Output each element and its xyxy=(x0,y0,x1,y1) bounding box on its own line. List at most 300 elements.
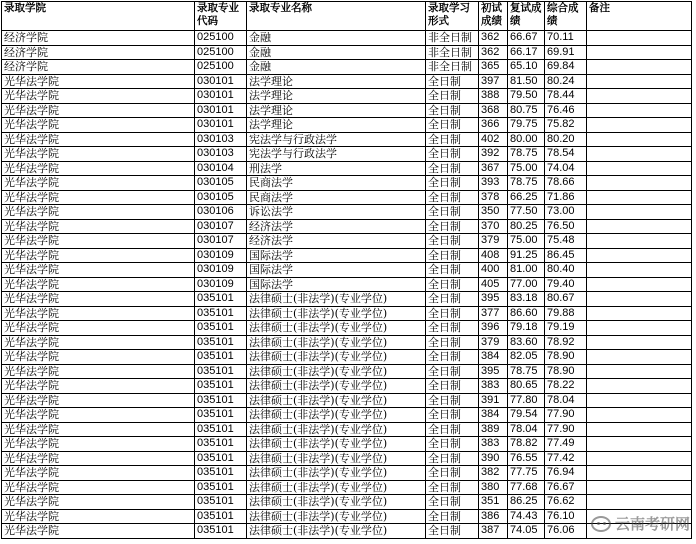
cell-major-name: 宪法学与行政法学 xyxy=(247,147,426,162)
cell-major-name: 法律硕士(非法学)(专业学位) xyxy=(247,437,426,452)
cell-major-code: 035101 xyxy=(195,408,247,423)
cell-retest-score: 79.75 xyxy=(508,118,545,133)
cell-remarks xyxy=(587,89,692,104)
cell-initial-score: 408 xyxy=(479,248,508,263)
cell-total-score: 78.04 xyxy=(545,393,587,408)
header-initial-score: 初试成绩 xyxy=(479,2,508,31)
cell-remarks xyxy=(587,45,692,60)
cell-major-code: 035101 xyxy=(195,480,247,495)
cell-total-score: 70.11 xyxy=(545,31,587,46)
cell-total-score: 75.82 xyxy=(545,118,587,133)
cell-college: 光华法学院 xyxy=(2,74,195,89)
cell-study-mode: 全日制 xyxy=(426,89,479,104)
table-row xyxy=(2,132,692,147)
cell-study-mode: 全日制 xyxy=(426,103,479,118)
cell-retest-score: 83.18 xyxy=(508,292,545,307)
cell-retest-score: 78.75 xyxy=(508,176,545,191)
cell-study-mode: 全日制 xyxy=(426,190,479,205)
watermark xyxy=(591,513,690,534)
cell-retest-score: 66.67 xyxy=(508,31,545,46)
cell-remarks xyxy=(587,118,692,133)
cell-study-mode: 全日制 xyxy=(426,74,479,89)
cell-retest-score: 74.43 xyxy=(508,509,545,524)
cell-major-name: 法律硕士(非法学)(专业学位) xyxy=(247,364,426,379)
cell-study-mode: 全日制 xyxy=(426,393,479,408)
table-row xyxy=(2,118,692,133)
cell-remarks xyxy=(587,422,692,437)
cell-college: 光华法学院 xyxy=(2,147,195,162)
cell-remarks xyxy=(587,364,692,379)
table-row xyxy=(2,234,692,249)
cell-major-code: 030101 xyxy=(195,118,247,133)
cell-remarks xyxy=(587,219,692,234)
cell-total-score: 78.54 xyxy=(545,147,587,162)
table-row xyxy=(2,60,692,75)
cell-retest-score: 75.00 xyxy=(508,161,545,176)
cell-college: 光华法学院 xyxy=(2,451,195,466)
header-retest-score: 复试成绩 xyxy=(508,2,545,31)
cell-college: 光华法学院 xyxy=(2,422,195,437)
cell-initial-score: 386 xyxy=(479,509,508,524)
cell-retest-score: 77.68 xyxy=(508,480,545,495)
header-study-mode: 录取学习形式 xyxy=(426,2,479,31)
cell-initial-score: 350 xyxy=(479,205,508,220)
cell-major-name: 法律硕士(非法学)(专业学位) xyxy=(247,321,426,336)
cell-remarks xyxy=(587,480,692,495)
cell-total-score: 75.48 xyxy=(545,234,587,249)
cell-major-name: 法律硕士(非法学)(专业学位) xyxy=(247,509,426,524)
cell-remarks xyxy=(587,350,692,365)
cell-college: 经济学院 xyxy=(2,31,195,46)
table-row xyxy=(2,190,692,205)
cell-major-code: 035101 xyxy=(195,292,247,307)
cell-college: 光华法学院 xyxy=(2,292,195,307)
cell-major-name: 法律硕士(非法学)(专业学位) xyxy=(247,350,426,365)
cell-major-name: 法律硕士(非法学)(专业学位) xyxy=(247,292,426,307)
cell-retest-score: 79.18 xyxy=(508,321,545,336)
cell-remarks xyxy=(587,321,692,336)
cell-retest-score: 78.04 xyxy=(508,422,545,437)
cell-study-mode: 全日制 xyxy=(426,176,479,191)
cell-remarks xyxy=(587,393,692,408)
header-college: 录取学院 xyxy=(2,2,195,31)
cell-college: 光华法学院 xyxy=(2,393,195,408)
table-row xyxy=(2,205,692,220)
cell-college: 光华法学院 xyxy=(2,509,195,524)
cell-retest-score: 81.50 xyxy=(508,74,545,89)
cell-major-name: 经济法学 xyxy=(247,234,426,249)
cell-study-mode: 全日制 xyxy=(426,219,479,234)
cell-major-code: 030101 xyxy=(195,89,247,104)
cell-major-code: 030107 xyxy=(195,219,247,234)
cell-major-code: 035101 xyxy=(195,306,247,321)
cell-total-score: 80.40 xyxy=(545,263,587,278)
cell-study-mode: 全日制 xyxy=(426,147,479,162)
cell-study-mode: 全日制 xyxy=(426,118,479,133)
cell-initial-score: 378 xyxy=(479,190,508,205)
cell-major-name: 法律硕士(非法学)(专业学位) xyxy=(247,335,426,350)
cell-total-score: 76.50 xyxy=(545,219,587,234)
cell-retest-score: 66.25 xyxy=(508,190,545,205)
table-header-row xyxy=(2,2,692,31)
table-row xyxy=(2,379,692,394)
cell-initial-score: 351 xyxy=(479,495,508,510)
cell-major-code: 030101 xyxy=(195,74,247,89)
cell-study-mode: 全日制 xyxy=(426,263,479,278)
cell-major-name: 法律硕士(非法学)(专业学位) xyxy=(247,393,426,408)
cell-initial-score: 397 xyxy=(479,74,508,89)
table-row xyxy=(2,335,692,350)
cell-major-code: 035101 xyxy=(195,451,247,466)
cell-remarks xyxy=(587,176,692,191)
cell-remarks xyxy=(587,190,692,205)
cell-study-mode: 非全日制 xyxy=(426,31,479,46)
cell-remarks xyxy=(587,495,692,510)
cell-retest-score: 77.00 xyxy=(508,277,545,292)
cell-initial-score: 387 xyxy=(479,524,508,539)
cell-major-code: 030106 xyxy=(195,205,247,220)
cell-initial-score: 389 xyxy=(479,422,508,437)
cell-major-code: 035101 xyxy=(195,350,247,365)
cell-major-code: 035101 xyxy=(195,393,247,408)
table-row xyxy=(2,495,692,510)
table-row xyxy=(2,393,692,408)
cell-retest-score: 79.50 xyxy=(508,89,545,104)
cell-remarks xyxy=(587,205,692,220)
cell-study-mode: 全日制 xyxy=(426,466,479,481)
cell-total-score: 80.20 xyxy=(545,132,587,147)
admission-table xyxy=(1,1,692,539)
cell-total-score: 78.90 xyxy=(545,364,587,379)
table-row xyxy=(2,466,692,481)
cell-retest-score: 75.00 xyxy=(508,234,545,249)
cell-remarks xyxy=(587,132,692,147)
cell-college: 光华法学院 xyxy=(2,118,195,133)
cell-remarks xyxy=(587,277,692,292)
table-row xyxy=(2,321,692,336)
cell-major-code: 030104 xyxy=(195,161,247,176)
cell-major-name: 国际法学 xyxy=(247,277,426,292)
cell-study-mode: 全日制 xyxy=(426,277,479,292)
table-row xyxy=(2,277,692,292)
cell-college: 光华法学院 xyxy=(2,480,195,495)
cell-retest-score: 66.17 xyxy=(508,45,545,60)
cell-study-mode: 全日制 xyxy=(426,379,479,394)
table-row xyxy=(2,161,692,176)
cell-initial-score: 395 xyxy=(479,292,508,307)
cell-remarks xyxy=(587,263,692,278)
cell-retest-score: 82.05 xyxy=(508,350,545,365)
cell-initial-score: 384 xyxy=(479,350,508,365)
cell-major-code: 030107 xyxy=(195,234,247,249)
cell-initial-score: 362 xyxy=(479,45,508,60)
cell-college: 光华法学院 xyxy=(2,277,195,292)
table-row xyxy=(2,74,692,89)
cell-study-mode: 全日制 xyxy=(426,408,479,423)
cell-study-mode: 全日制 xyxy=(426,422,479,437)
table-row xyxy=(2,103,692,118)
cell-retest-score: 78.75 xyxy=(508,364,545,379)
cell-retest-score: 77.80 xyxy=(508,393,545,408)
cell-major-name: 诉讼法学 xyxy=(247,205,426,220)
cell-initial-score: 393 xyxy=(479,176,508,191)
header-major-name: 录取专业名称 xyxy=(247,2,426,31)
cell-study-mode: 全日制 xyxy=(426,292,479,307)
cell-retest-score: 74.05 xyxy=(508,524,545,539)
cell-remarks xyxy=(587,466,692,481)
table-row xyxy=(2,147,692,162)
cell-college: 光华法学院 xyxy=(2,205,195,220)
cell-major-code: 035101 xyxy=(195,422,247,437)
cell-major-name: 国际法学 xyxy=(247,263,426,278)
cell-college: 光华法学院 xyxy=(2,248,195,263)
table-row xyxy=(2,45,692,60)
cell-college: 光华法学院 xyxy=(2,495,195,510)
cell-remarks xyxy=(587,248,692,263)
cell-major-code: 030105 xyxy=(195,176,247,191)
table-row xyxy=(2,524,692,539)
cell-initial-score: 377 xyxy=(479,306,508,321)
cell-remarks xyxy=(587,31,692,46)
cell-retest-score: 80.75 xyxy=(508,103,545,118)
cell-major-code: 030105 xyxy=(195,190,247,205)
cell-total-score: 86.45 xyxy=(545,248,587,263)
cell-retest-score: 78.75 xyxy=(508,147,545,162)
cell-retest-score: 77.75 xyxy=(508,466,545,481)
table-row xyxy=(2,263,692,278)
cell-initial-score: 400 xyxy=(479,263,508,278)
cell-retest-score: 80.00 xyxy=(508,132,545,147)
cell-major-name: 刑法学 xyxy=(247,161,426,176)
cell-major-name: 法学理论 xyxy=(247,118,426,133)
cell-major-code: 035101 xyxy=(195,437,247,452)
cell-study-mode: 全日制 xyxy=(426,321,479,336)
cell-major-code: 035101 xyxy=(195,335,247,350)
cell-major-code: 035101 xyxy=(195,509,247,524)
table-row xyxy=(2,89,692,104)
cell-total-score: 76.67 xyxy=(545,480,587,495)
header-total-score: 综合成绩 xyxy=(545,2,587,31)
cell-remarks xyxy=(587,451,692,466)
cell-college: 光华法学院 xyxy=(2,176,195,191)
cell-major-code: 025100 xyxy=(195,45,247,60)
cell-college: 光华法学院 xyxy=(2,161,195,176)
cell-study-mode: 全日制 xyxy=(426,132,479,147)
cell-college: 光华法学院 xyxy=(2,219,195,234)
cell-initial-score: 379 xyxy=(479,234,508,249)
cell-retest-score: 80.65 xyxy=(508,379,545,394)
cell-remarks xyxy=(587,60,692,75)
cell-study-mode: 全日制 xyxy=(426,495,479,510)
cell-study-mode: 全日制 xyxy=(426,248,479,263)
cell-college: 光华法学院 xyxy=(2,103,195,118)
cell-retest-score: 86.25 xyxy=(508,495,545,510)
cell-retest-score: 86.60 xyxy=(508,306,545,321)
cell-retest-score: 83.60 xyxy=(508,335,545,350)
cell-total-score: 77.42 xyxy=(545,451,587,466)
table-row xyxy=(2,176,692,191)
cell-major-name: 民商法学 xyxy=(247,190,426,205)
cell-retest-score: 65.10 xyxy=(508,60,545,75)
cell-college: 经济学院 xyxy=(2,45,195,60)
cell-total-score: 76.10 xyxy=(545,509,587,524)
cell-total-score: 80.24 xyxy=(545,74,587,89)
table-body xyxy=(2,31,692,539)
cell-study-mode: 全日制 xyxy=(426,480,479,495)
cell-retest-score: 81.00 xyxy=(508,263,545,278)
table-row xyxy=(2,219,692,234)
cell-study-mode: 非全日制 xyxy=(426,45,479,60)
cell-remarks xyxy=(587,437,692,452)
cell-initial-score: 388 xyxy=(479,89,508,104)
cell-total-score: 76.46 xyxy=(545,103,587,118)
cell-remarks xyxy=(587,292,692,307)
table-row xyxy=(2,422,692,437)
cell-college: 光华法学院 xyxy=(2,132,195,147)
header-major-code: 录取专业代码 xyxy=(195,2,247,31)
cell-retest-score: 79.54 xyxy=(508,408,545,423)
cell-study-mode: 全日制 xyxy=(426,524,479,539)
header-remarks: 备注 xyxy=(587,2,692,31)
table-row xyxy=(2,451,692,466)
cell-major-name: 法律硕士(非法学)(专业学位) xyxy=(247,495,426,510)
cell-major-name: 法学理论 xyxy=(247,74,426,89)
cell-initial-score: 365 xyxy=(479,60,508,75)
cell-initial-score: 391 xyxy=(479,393,508,408)
cell-initial-score: 396 xyxy=(479,321,508,336)
cell-study-mode: 全日制 xyxy=(426,451,479,466)
cell-study-mode: 非全日制 xyxy=(426,60,479,75)
cell-college: 光华法学院 xyxy=(2,437,195,452)
cell-initial-score: 402 xyxy=(479,132,508,147)
cell-study-mode: 全日制 xyxy=(426,234,479,249)
cell-initial-score: 392 xyxy=(479,147,508,162)
cell-major-name: 法律硕士(非法学)(专业学位) xyxy=(247,466,426,481)
cell-remarks xyxy=(587,74,692,89)
table-row xyxy=(2,509,692,524)
cell-major-code: 030103 xyxy=(195,147,247,162)
cell-college: 光华法学院 xyxy=(2,306,195,321)
cell-total-score: 73.00 xyxy=(545,205,587,220)
cell-initial-score: 405 xyxy=(479,277,508,292)
cell-remarks xyxy=(587,306,692,321)
table-row xyxy=(2,292,692,307)
cell-study-mode: 全日制 xyxy=(426,205,479,220)
cell-major-name: 法律硕士(非法学)(专业学位) xyxy=(247,451,426,466)
cell-major-code: 030109 xyxy=(195,263,247,278)
cell-remarks xyxy=(587,335,692,350)
cell-total-score: 77.90 xyxy=(545,422,587,437)
cell-total-score: 76.62 xyxy=(545,495,587,510)
cell-total-score: 80.67 xyxy=(545,292,587,307)
cell-total-score: 74.04 xyxy=(545,161,587,176)
cell-major-name: 法律硕士(非法学)(专业学位) xyxy=(247,408,426,423)
cell-college: 光华法学院 xyxy=(2,89,195,104)
cell-college: 光华法学院 xyxy=(2,408,195,423)
cell-remarks xyxy=(587,161,692,176)
cell-total-score: 79.40 xyxy=(545,277,587,292)
table-row xyxy=(2,31,692,46)
cell-total-score: 78.90 xyxy=(545,350,587,365)
cell-initial-score: 395 xyxy=(479,364,508,379)
table-row xyxy=(2,306,692,321)
cell-remarks xyxy=(587,379,692,394)
cell-major-code: 035101 xyxy=(195,321,247,336)
cell-total-score: 78.92 xyxy=(545,335,587,350)
cell-major-name: 法律硕士(非法学)(专业学位) xyxy=(247,306,426,321)
cell-college: 光华法学院 xyxy=(2,263,195,278)
cell-initial-score: 370 xyxy=(479,219,508,234)
cell-college: 光华法学院 xyxy=(2,364,195,379)
cell-study-mode: 全日制 xyxy=(426,509,479,524)
cell-major-code: 030103 xyxy=(195,132,247,147)
cell-initial-score: 390 xyxy=(479,451,508,466)
cell-retest-score: 78.82 xyxy=(508,437,545,452)
cell-total-score: 78.22 xyxy=(545,379,587,394)
cell-major-code: 030101 xyxy=(195,103,247,118)
cell-total-score: 69.91 xyxy=(545,45,587,60)
cell-remarks xyxy=(587,408,692,423)
cell-major-code: 035101 xyxy=(195,379,247,394)
cell-retest-score: 91.25 xyxy=(508,248,545,263)
cell-initial-score: 384 xyxy=(479,408,508,423)
table-row xyxy=(2,350,692,365)
cell-major-code: 035101 xyxy=(195,524,247,539)
cell-major-name: 国际法学 xyxy=(247,248,426,263)
cell-major-code: 030109 xyxy=(195,277,247,292)
cell-major-name: 法律硕士(非法学)(专业学位) xyxy=(247,480,426,495)
cell-total-score: 79.19 xyxy=(545,321,587,336)
cell-initial-score: 383 xyxy=(479,437,508,452)
cell-major-code: 035101 xyxy=(195,466,247,481)
cell-initial-score: 367 xyxy=(479,161,508,176)
cell-retest-score: 80.25 xyxy=(508,219,545,234)
cell-study-mode: 全日制 xyxy=(426,350,479,365)
cell-major-name: 金融 xyxy=(247,31,426,46)
cell-retest-score: 77.50 xyxy=(508,205,545,220)
cell-total-score: 71.86 xyxy=(545,190,587,205)
cell-major-name: 金融 xyxy=(247,60,426,75)
cell-major-code: 025100 xyxy=(195,60,247,75)
cell-total-score: 78.66 xyxy=(545,176,587,191)
cell-remarks xyxy=(587,147,692,162)
cell-study-mode: 全日制 xyxy=(426,335,479,350)
cell-study-mode: 全日制 xyxy=(426,364,479,379)
table-row xyxy=(2,248,692,263)
table-row xyxy=(2,437,692,452)
cell-college: 光华法学院 xyxy=(2,524,195,539)
cell-major-code: 035101 xyxy=(195,364,247,379)
cell-major-name: 宪法学与行政法学 xyxy=(247,132,426,147)
cell-major-name: 民商法学 xyxy=(247,176,426,191)
cell-college: 光华法学院 xyxy=(2,190,195,205)
watermark-text: 云南考研网 xyxy=(614,515,690,533)
cell-major-name: 法律硕士(非法学)(专业学位) xyxy=(247,524,426,539)
cell-major-code: 025100 xyxy=(195,31,247,46)
cell-college: 光华法学院 xyxy=(2,335,195,350)
cell-total-score: 78.44 xyxy=(545,89,587,104)
cell-major-name: 法律硕士(非法学)(专业学位) xyxy=(247,379,426,394)
cell-total-score: 77.90 xyxy=(545,408,587,423)
cell-total-score: 79.88 xyxy=(545,306,587,321)
cell-initial-score: 382 xyxy=(479,466,508,481)
cell-major-name: 金融 xyxy=(247,45,426,60)
cell-remarks xyxy=(587,103,692,118)
cell-initial-score: 362 xyxy=(479,31,508,46)
cell-total-score: 76.06 xyxy=(545,524,587,539)
cell-initial-score: 368 xyxy=(479,103,508,118)
cell-college: 光华法学院 xyxy=(2,466,195,481)
